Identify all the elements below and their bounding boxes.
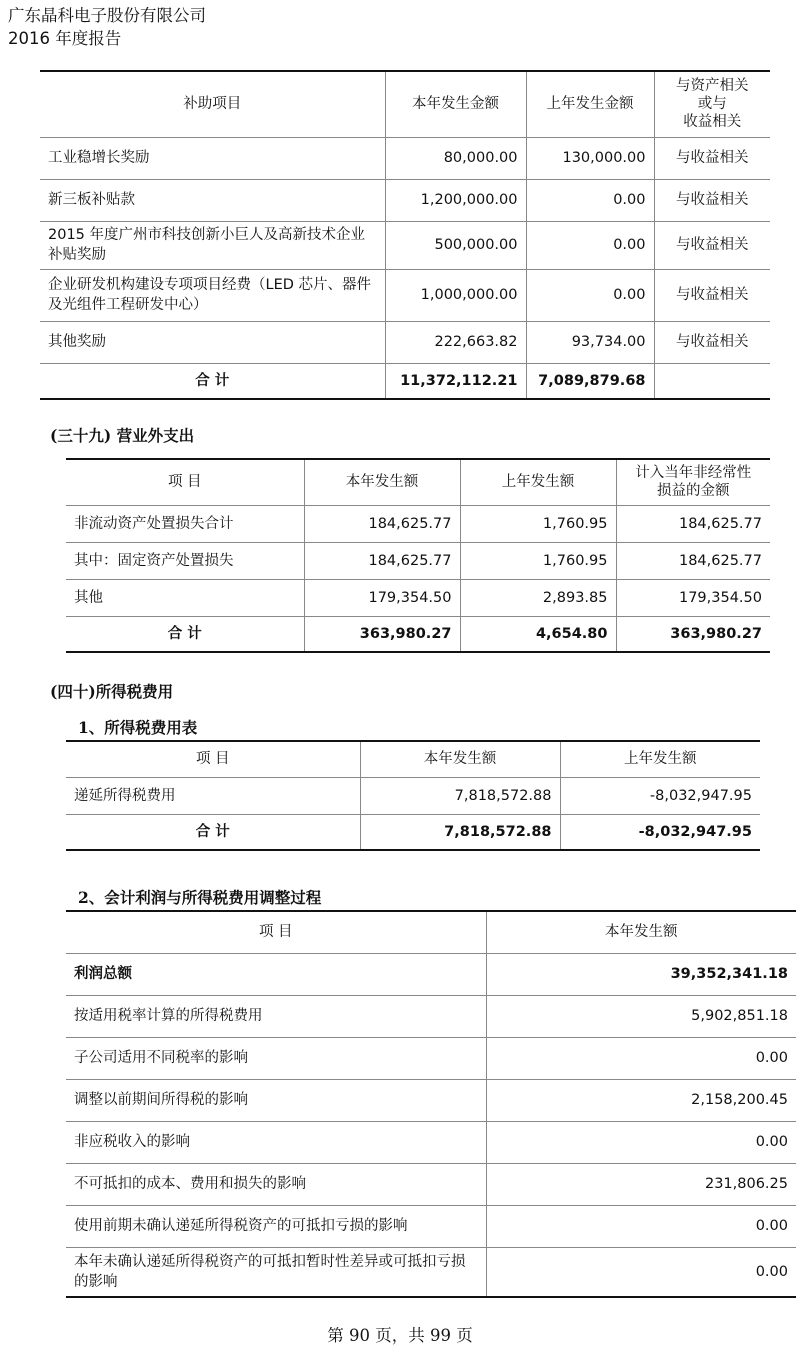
tax-adjustment-table bbox=[66, 910, 796, 1298]
column-header: 本年发生金额 bbox=[385, 71, 526, 137]
total-label: 合 计 bbox=[40, 363, 385, 399]
cell-current: 184,625.77 bbox=[304, 542, 460, 579]
cell-relation: 与收益相关 bbox=[654, 137, 770, 179]
cell-relation: 与收益相关 bbox=[654, 179, 770, 221]
table-row bbox=[40, 221, 770, 269]
cell-item: 利润总额 bbox=[66, 953, 486, 995]
income-tax-table bbox=[66, 740, 760, 851]
table-row bbox=[40, 179, 770, 221]
cell-item: 新三板补贴款 bbox=[40, 179, 385, 221]
cell-previous: 1,760.95 bbox=[460, 505, 616, 542]
cell-current: 0.00 bbox=[755, 1263, 788, 1280]
total-previous: 4,654.80 bbox=[460, 616, 616, 652]
table-row bbox=[66, 1163, 796, 1205]
cell-item: 本年未确认递延所得税资产的可抵扣暂时性差异或可抵扣亏损的影响 bbox=[66, 1247, 486, 1297]
cell-item: 工业稳增长奖励 bbox=[40, 137, 385, 179]
total-previous: 7,089,879.68 bbox=[526, 363, 654, 399]
cell-item: 子公司适用不同税率的影响 bbox=[66, 1037, 486, 1079]
column-header: 项 目 bbox=[66, 911, 486, 953]
cell-relation: 与收益相关 bbox=[654, 221, 770, 269]
section-heading-40: (四十)所得税费用 bbox=[50, 682, 174, 701]
table-header-row bbox=[66, 741, 760, 777]
cell-previous: 0.00 bbox=[526, 179, 654, 221]
table-row bbox=[66, 1079, 796, 1121]
table-row bbox=[66, 579, 770, 616]
table-row bbox=[66, 953, 796, 995]
column-header: 本年发生额 bbox=[304, 459, 460, 505]
column-header: 补助项目 bbox=[40, 71, 385, 137]
cell-previous: 130,000.00 bbox=[526, 137, 654, 179]
table-row bbox=[40, 137, 770, 179]
table-row bbox=[66, 505, 770, 542]
table-row bbox=[66, 542, 770, 579]
cell-item: 企业研发机构建设专项项目经费（LED 芯片、器件及光组件工程研发中心） bbox=[40, 269, 385, 321]
cell-current: 0.00 bbox=[486, 1037, 796, 1079]
total-label: 合 计 bbox=[66, 616, 304, 652]
cell-item: 非应税收入的影响 bbox=[66, 1121, 486, 1163]
table-row bbox=[66, 1037, 796, 1079]
total-current: 11,372,112.21 bbox=[385, 363, 526, 399]
page-footer: 第 90 页，共 99 页 bbox=[327, 1326, 473, 1345]
nonoperating-expense-table bbox=[66, 458, 770, 653]
company-name: 广东晶科电子股份有限公司 bbox=[8, 6, 206, 25]
cell-current: 179,354.50 bbox=[304, 579, 460, 616]
cell-current: 231,806.25 bbox=[486, 1163, 796, 1205]
cell-current: 0.00 bbox=[486, 1205, 796, 1247]
table-header-row bbox=[66, 459, 770, 505]
cell-current: 39,352,341.18 bbox=[486, 953, 796, 995]
cell-current: 0.00 bbox=[486, 1121, 796, 1163]
subsection-heading-1: 1、所得税费用表 bbox=[78, 718, 198, 737]
cell-item: 2015 年度广州市科技创新小巨人及高新技术企业补贴奖励 bbox=[40, 221, 385, 269]
table-row bbox=[66, 1247, 796, 1297]
cell-item: 其中：固定资产处置损失 bbox=[66, 542, 304, 579]
cell-item: 使用前期未确认递延所得税资产的可抵扣亏损的影响 bbox=[66, 1205, 486, 1247]
cell-current: 80,000.00 bbox=[385, 137, 526, 179]
cell-current: 184,625.77 bbox=[304, 505, 460, 542]
column-header: 项 目 bbox=[66, 741, 360, 777]
table-row bbox=[66, 995, 796, 1037]
cell-current: 222,663.82 bbox=[385, 321, 526, 363]
cell-current: 5,902,851.18 bbox=[486, 995, 796, 1037]
cell-current: 500,000.00 bbox=[385, 221, 526, 269]
column-header: 本年发生额 bbox=[360, 741, 560, 777]
table-total-row bbox=[40, 363, 770, 399]
cell-current: 2,158,200.45 bbox=[486, 1079, 796, 1121]
cell-item: 递延所得税费用 bbox=[66, 777, 360, 814]
cell-previous: 1,760.95 bbox=[460, 542, 616, 579]
column-header: 本年发生额 bbox=[486, 911, 796, 953]
cell-previous: 0.00 bbox=[526, 221, 654, 269]
cell-item: 其他 bbox=[66, 579, 304, 616]
cell-previous: 93,734.00 bbox=[526, 321, 654, 363]
table-row bbox=[66, 1121, 796, 1163]
total-label: 合 计 bbox=[66, 814, 360, 850]
cell-current: 1,000,000.00 bbox=[385, 269, 526, 321]
table-header-row bbox=[66, 911, 796, 953]
table-row bbox=[66, 777, 760, 814]
cell-nonrecurring: 179,354.50 bbox=[616, 579, 770, 616]
section-heading-39: (三十九) 营业外支出 bbox=[50, 426, 195, 445]
column-header: 计入当年非经常性 损益的金额 bbox=[616, 459, 770, 505]
column-header: 与资产相关 或与 收益相关 bbox=[654, 71, 770, 137]
cell-current: 7,818,572.88 bbox=[360, 777, 560, 814]
cell-item: 不可抵扣的成本、费用和损失的影响 bbox=[66, 1163, 486, 1205]
column-header: 上年发生额 bbox=[560, 741, 760, 777]
table-row bbox=[40, 321, 770, 363]
cell-current: 1,200,000.00 bbox=[385, 179, 526, 221]
table-header-row bbox=[40, 71, 770, 137]
cell-nonrecurring: 184,625.77 bbox=[616, 542, 770, 579]
cell-item: 调整以前期间所得税的影响 bbox=[66, 1079, 486, 1121]
total-nonrecurring: 363,980.27 bbox=[670, 625, 762, 642]
cell-item: 按适用税率计算的所得税费用 bbox=[66, 995, 486, 1037]
total-relation bbox=[654, 363, 770, 399]
cell-item: 非流动资产处置损失合计 bbox=[66, 505, 304, 542]
cell-item: 其他奖励 bbox=[40, 321, 385, 363]
subsidy-table bbox=[40, 70, 770, 400]
column-header: 上年发生金额 bbox=[526, 71, 654, 137]
table-total-row bbox=[66, 814, 760, 850]
cell-nonrecurring: 184,625.77 bbox=[616, 505, 770, 542]
cell-previous: 2,893.85 bbox=[460, 579, 616, 616]
table-row bbox=[66, 1205, 796, 1247]
column-header: 上年发生额 bbox=[460, 459, 616, 505]
report-year: 2016 年度报告 bbox=[8, 29, 122, 48]
cell-previous: 0.00 bbox=[526, 269, 654, 321]
table-row bbox=[40, 269, 770, 321]
page-header bbox=[8, 4, 206, 50]
subsection-heading-2: 2、会计利润与所得税费用调整过程 bbox=[78, 888, 322, 907]
cell-relation: 与收益相关 bbox=[654, 269, 770, 321]
total-current: 363,980.27 bbox=[304, 616, 460, 652]
cell-previous: -8,032,947.95 bbox=[560, 777, 760, 814]
cell-relation: 与收益相关 bbox=[654, 321, 770, 363]
table-total-row bbox=[66, 616, 770, 652]
total-current: 7,818,572.88 bbox=[360, 814, 560, 850]
total-previous: -8,032,947.95 bbox=[638, 823, 752, 840]
column-header: 项 目 bbox=[66, 459, 304, 505]
